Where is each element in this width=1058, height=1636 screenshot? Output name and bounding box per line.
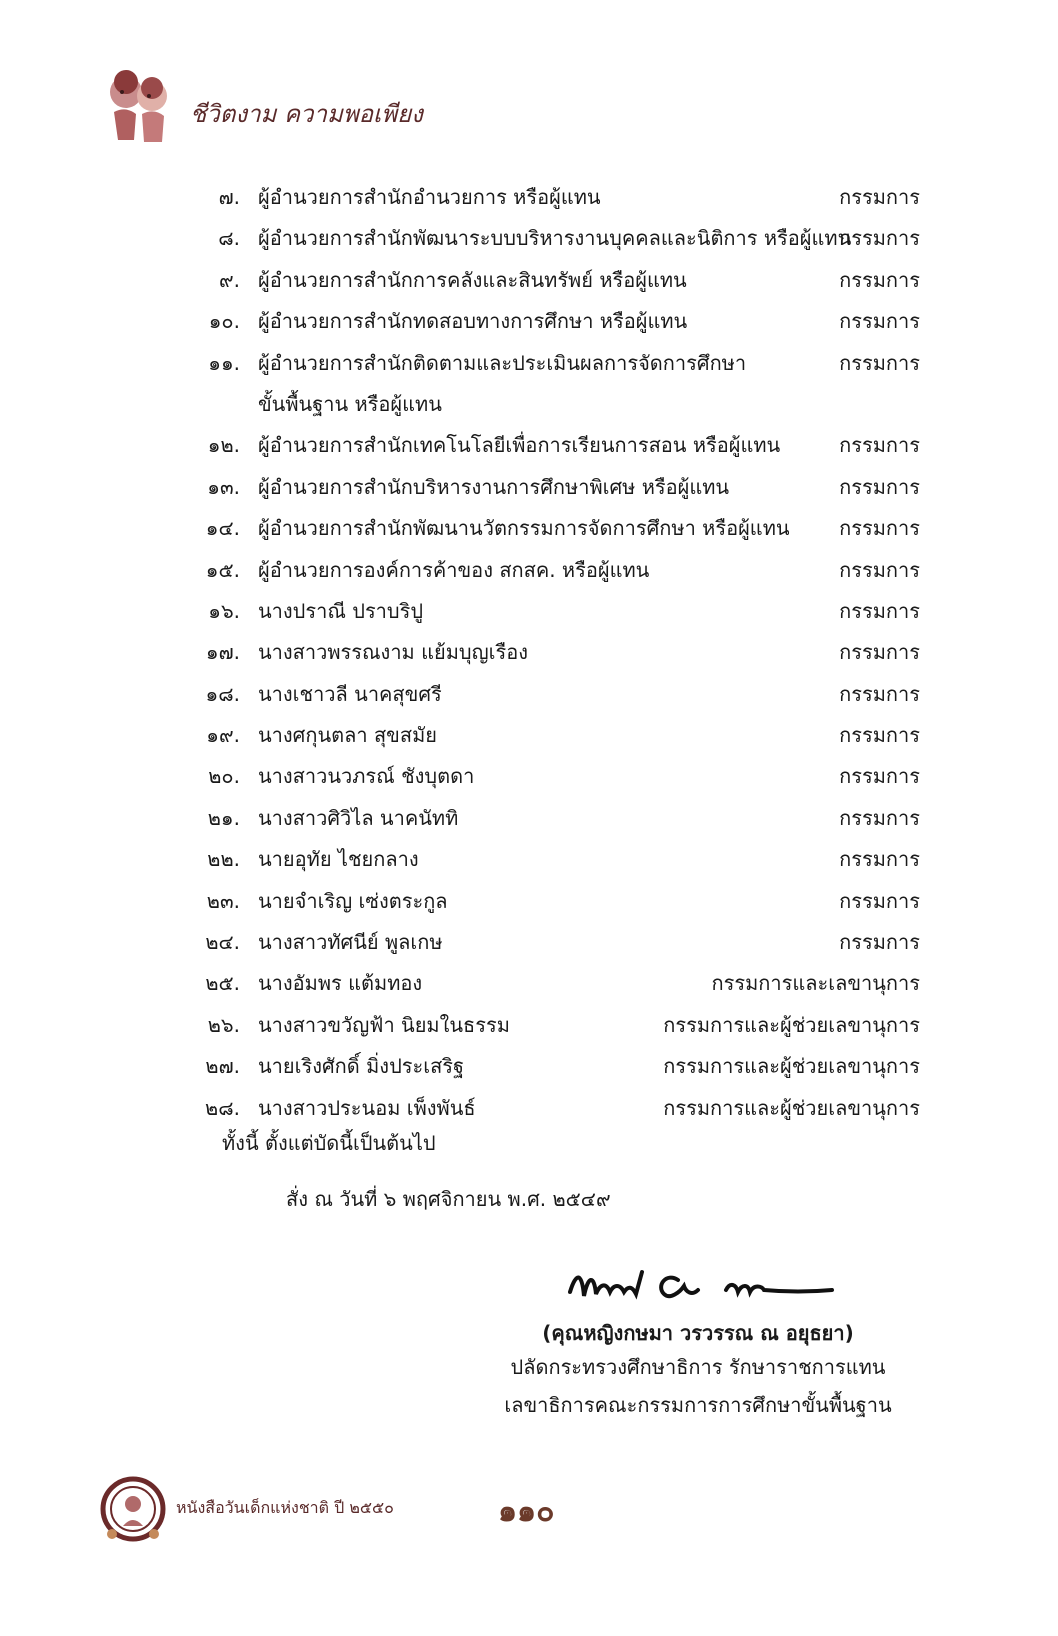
member-name: นายจำเริญ เซ่งตระกูล xyxy=(258,888,448,913)
committee-member-row xyxy=(200,513,920,554)
member-role: กรรมการ xyxy=(839,640,920,665)
page-number: ๑๑๐ xyxy=(498,1494,555,1529)
footer-book-title: หนังสือวันเด็กแห่งชาติ ปี ๒๕๕๐ xyxy=(176,1498,394,1517)
signatory-position-line1: ปลัดกระทรวงศึกษาธิการ รักษาราชการแทน xyxy=(510,1355,886,1379)
member-number: ๒๓. xyxy=(206,888,240,913)
member-role: กรรมการ xyxy=(839,433,920,458)
member-number: ๒๗. xyxy=(205,1054,240,1079)
member-role: กรรมการ xyxy=(839,888,920,913)
committee-member-row xyxy=(200,1051,920,1092)
committee-member-row xyxy=(200,472,920,513)
header-title: ชีวิตงาม ความพอเพียง xyxy=(190,100,423,128)
member-role: กรรมการ xyxy=(839,185,920,209)
member-role: กรรมการ xyxy=(839,557,920,582)
committee-member-row xyxy=(200,637,920,678)
committee-member-row xyxy=(200,720,920,761)
member-name: ผู้อำนวยการองค์การค้าของ สกสค. หรือผู้แทน xyxy=(258,557,650,582)
member-name-continuation: ขั้นพื้นฐาน หรือผู้แทน xyxy=(258,391,442,416)
committee-member-row xyxy=(200,596,920,637)
children-day-emblem-icon xyxy=(98,1474,168,1544)
member-number: ๒๐. xyxy=(208,764,240,789)
member-name: ผู้อำนวยการสำนักทดสอบทางการศึกษา หรือผู้แทน xyxy=(258,309,688,334)
member-number: ๒๕. xyxy=(205,971,240,996)
committee-member-row xyxy=(200,223,920,264)
member-role: กรรมการและผู้ช่วยเลขานุการ xyxy=(663,1095,920,1120)
committee-member-row xyxy=(200,306,920,347)
committee-member-row xyxy=(200,182,920,223)
committee-member-row xyxy=(200,430,920,471)
member-role: กรรมการ xyxy=(839,930,920,955)
member-role: กรรมการ xyxy=(839,350,920,375)
member-name: นางสาวพรรณงาม แย้มบุญเรือง xyxy=(258,640,528,665)
member-number: ๑๓. xyxy=(207,474,240,499)
closing-statement: ทั้งนี้ ตั้งแต่บัดนี้เป็นต้นไป xyxy=(222,1131,436,1155)
member-role: กรรมการและเลขานุการ xyxy=(711,971,920,996)
member-role: กรรมการ xyxy=(839,598,920,623)
signatory-block xyxy=(498,1318,898,1424)
committee-member-row xyxy=(200,679,920,720)
member-number: ๑๐. xyxy=(208,309,240,334)
member-number: ๒๘. xyxy=(205,1095,240,1120)
member-name: ผู้อำนวยการสำนักติดตามและประเมินผลการจัดการศึกษา xyxy=(258,350,747,375)
member-name: นางสาวศิวิไล นาคนัททิ xyxy=(258,805,459,830)
page-header xyxy=(100,62,520,152)
member-number: ๑๖. xyxy=(208,598,240,623)
member-name: นางปราณี ปราบริปู xyxy=(258,598,424,623)
member-role: กรรมการ xyxy=(839,309,920,334)
committee-member-row xyxy=(200,1010,920,1051)
member-number: ๒๔. xyxy=(205,930,240,955)
member-name: ผู้อำนวยการสำนักบริหารงานการศึกษาพิเศษ หรือผู้แทน xyxy=(258,474,730,499)
committee-member-row xyxy=(200,265,920,306)
member-name: นางสาวประนอม เพ็งพันธ์ xyxy=(258,1095,476,1120)
committee-member-row-continuation xyxy=(200,389,920,430)
member-number: ๑๙. xyxy=(206,723,240,748)
member-name: นายเริงศักดิ์ มิ่งประเสริฐ xyxy=(258,1054,465,1079)
committee-member-list xyxy=(200,182,920,1134)
member-name: ผู้อำนวยการสำนักเทคโนโลยีเพื่อการเรียนการสอน หรือผู้แทน xyxy=(258,433,781,458)
member-name: นางสาวขวัญฟ้า นิยมในธรรม xyxy=(258,1012,510,1037)
member-role: กรรมการ xyxy=(839,474,920,499)
committee-member-row xyxy=(200,844,920,885)
signatory-position-line2: เลขาธิการคณะกรรมการการศึกษาขั้นพื้นฐาน xyxy=(504,1393,892,1417)
handwritten-signature xyxy=(566,1262,836,1308)
member-number: ๒๖. xyxy=(207,1012,240,1037)
children-illustration-icon xyxy=(100,62,182,152)
member-number: ๑๒. xyxy=(207,433,240,458)
member-name: ผู้อำนวยการสำนักการคลังและสินทรัพย์ หรือผู้แทน xyxy=(258,267,687,292)
member-number: ๘. xyxy=(218,226,240,251)
member-number: ๑๑. xyxy=(208,350,240,375)
page-footer xyxy=(98,1474,898,1554)
order-date: สั่ง ณ วันที่ ๖ พฤศจิกายน พ.ศ. ๒๕๔๙ xyxy=(286,1187,611,1211)
member-name: ผู้อำนวยการสำนักพัฒนาระบบบริหารงานบุคคลและนิติการ หรือผู้แทน xyxy=(258,226,852,251)
member-name: นางเชาวลี นาคสุขศรี xyxy=(258,681,442,706)
member-role: กรรมการ xyxy=(839,764,920,789)
member-number: ๗. xyxy=(218,185,240,209)
member-name: นายอุทัย ไชยกลาง xyxy=(258,847,419,872)
committee-member-row xyxy=(200,555,920,596)
committee-member-row xyxy=(200,968,920,1009)
member-number: ๒๑. xyxy=(207,805,240,830)
member-number: ๑๔. xyxy=(205,516,240,541)
member-number: ๑๘. xyxy=(205,681,240,706)
member-role: กรรมการและผู้ช่วยเลขานุการ xyxy=(663,1054,920,1079)
member-name: นางอัมพร แต้มทอง xyxy=(258,971,423,996)
member-number: ๑๗. xyxy=(205,640,240,665)
member-role: กรรมการ xyxy=(839,267,920,292)
member-role: กรรมการ xyxy=(839,516,920,541)
member-role: กรรมการ xyxy=(839,681,920,706)
member-role: กรรมการ xyxy=(839,847,920,872)
member-name: ผู้อำนวยการสำนักพัฒนานวัตกรรมการจัดการศึกษา หรือผู้แทน xyxy=(258,516,790,541)
committee-member-row xyxy=(200,803,920,844)
member-name: นางสาวทัศนีย์ พูลเกษ xyxy=(258,930,443,955)
member-role: กรรมการ xyxy=(839,226,920,251)
member-number: ๑๕. xyxy=(205,557,240,582)
committee-member-row xyxy=(200,761,920,802)
member-role: กรรมการ xyxy=(839,805,920,830)
committee-member-row xyxy=(200,927,920,968)
member-name: ผู้อำนวยการสำนักอำนวยการ หรือผู้แทน xyxy=(258,185,601,209)
member-number: ๙. xyxy=(218,267,240,292)
member-name: นางสาวนวภรณ์ ชังบุตดา xyxy=(258,764,475,789)
member-number: ๒๒. xyxy=(207,847,240,872)
member-role: กรรมการ xyxy=(839,723,920,748)
signatory-name: (คุณหญิงกษมา วรวรรณ ณ อยุธยา) xyxy=(542,1321,854,1345)
member-name: นางศกุนตลา สุขสมัย xyxy=(258,723,437,748)
member-role: กรรมการและผู้ช่วยเลขานุการ xyxy=(663,1012,920,1037)
committee-member-row xyxy=(200,886,920,927)
committee-member-row xyxy=(200,348,920,389)
